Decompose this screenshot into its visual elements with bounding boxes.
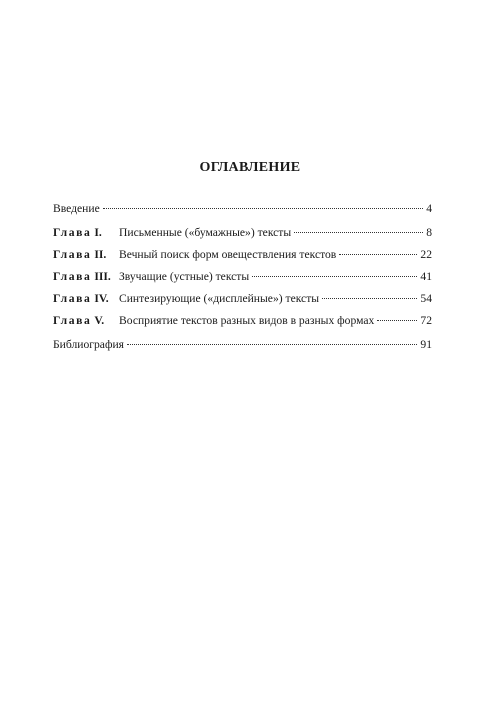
chapter-label-number: V. [94, 314, 105, 327]
dot-leader [252, 276, 417, 277]
chapter-label-word: Глава [53, 292, 92, 305]
chapter-label [53, 226, 119, 239]
toc-entry-title: Вечный поиск форм овеществления текстов [119, 248, 337, 261]
dot-leader [103, 208, 423, 209]
toc-entry-chapter-1[interactable] [53, 226, 432, 248]
toc-page-number: 54 [420, 292, 432, 305]
toc-page-number: 22 [420, 248, 432, 261]
chapter-label-number: III. [94, 270, 111, 283]
toc-entry-chapter-4[interactable] [53, 292, 432, 314]
chapter-label [53, 248, 119, 261]
toc-page-number: 8 [426, 226, 432, 239]
chapter-label [53, 292, 119, 305]
chapter-label [53, 270, 119, 283]
dot-leader [322, 298, 417, 299]
toc-page-number: 41 [420, 270, 432, 283]
dot-leader [127, 344, 417, 345]
chapter-label-number: I. [94, 226, 102, 239]
toc-entry-introduction[interactable] [53, 202, 432, 224]
chapter-label-word: Глава [53, 248, 92, 261]
toc-entry-title: Восприятие текстов разных видов в разных формах [119, 314, 375, 327]
dot-leader [294, 232, 423, 233]
dot-leader [377, 320, 417, 321]
page-title: ОГЛАВЛЕНИЕ [199, 160, 301, 175]
chapter-label-word: Глава [53, 226, 92, 239]
toc-page-number: 4 [426, 202, 432, 215]
toc-entry-chapter-3[interactable] [53, 270, 432, 292]
chapter-label-word: Глава [53, 314, 92, 327]
toc-entry-title: Синтезирующие («дисплейные») тексты [119, 292, 320, 305]
chapter-label-word: Глава [53, 270, 92, 283]
toc-page-number: 91 [420, 338, 432, 351]
toc-page-number: 72 [420, 314, 432, 327]
toc-entry-chapter-5[interactable] [53, 314, 432, 336]
toc-entry-bibliography[interactable] [53, 338, 432, 360]
toc-entry-title: Звучащие (устные) тексты [119, 270, 250, 283]
chapter-label [53, 314, 119, 327]
chapter-label-number: II. [94, 248, 107, 261]
chapter-label-number: IV. [94, 292, 109, 305]
table-of-contents [53, 202, 432, 360]
dot-leader [339, 254, 417, 255]
toc-entry-title: Введение [53, 202, 100, 215]
toc-entry-title: Письменные («бумажные») тексты [119, 226, 292, 239]
toc-entry-chapter-2[interactable] [53, 248, 432, 270]
toc-entry-title: Библиография [53, 338, 125, 351]
